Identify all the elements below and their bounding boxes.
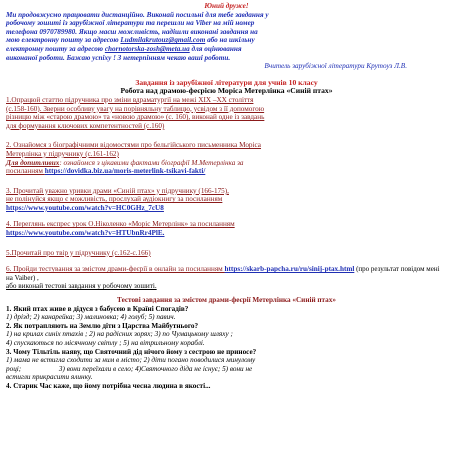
task-line-part: 6. Пройди тестування за змістом драми-феєрії в онлайн за посиланням xyxy=(6,265,225,274)
curious-text: : ознайомся з цікавими фактами біографії М.Метерлінка за xyxy=(59,158,244,167)
task-line: або виконай тестові завдання у робочому зошиті. xyxy=(6,282,157,291)
intro-line: Ми продовжуємо працювати дистанційно. Виконай посильні для тебе завдання у xyxy=(6,10,269,19)
task-line xyxy=(6,159,447,168)
task-line: 5.Прочитай про твір у підручнику (с.162-с.166) xyxy=(6,248,151,257)
signature: Вчитель зарубіжної літератури Крутоуз Л.В. xyxy=(264,62,407,71)
curious-label: Для допитливих xyxy=(6,158,60,167)
task-6 xyxy=(6,265,447,291)
audiobook-link[interactable]: https://www.youtube.com/watch?v=HC0GHz_7cU8 xyxy=(6,203,164,212)
task-line xyxy=(6,265,447,282)
answer-options: встигли прикрасити ялинку. xyxy=(6,373,93,382)
task-line: 4. Переглянь експрес урок О.Ніколенко «Моріс Метерлінк» за посиланням xyxy=(6,220,235,229)
task-4 xyxy=(6,220,447,237)
answer-options: 1) дрізд; 2) канарейка; 3) малиновка; 4) голуб; 5) павич. xyxy=(6,313,176,322)
intro-line xyxy=(6,45,447,54)
test-title: Тестові завдання за змістом драми-феєрії Метерлінка «Синій птах» xyxy=(117,296,336,305)
answer-options: році; 3) вони переїхали в село; 4)Святочного діда не існує; 5) вони не xyxy=(6,364,253,373)
task-2 xyxy=(6,141,447,175)
question: 1. Який птах живе в дідуся з бабусею в Країні Спогадів? xyxy=(6,304,189,313)
page-subtitle: Робота над драмою-феєрією Моріса Метерлінка «Синій птах» xyxy=(120,86,333,96)
task-1 xyxy=(6,96,447,130)
task-line: 1.Опрацюй статтю підручника про зміни вдраматургії на межі ХІХ –ХХ століття xyxy=(6,95,254,104)
email-link-school[interactable]: chornotorska-zosh@meta.ua xyxy=(104,44,190,53)
online-test-link[interactable]: https://skarb-papcha.ru/ru/sinij-ptax.html xyxy=(224,265,355,274)
test-questions xyxy=(6,305,447,391)
answer-options: 1) на крилах синіх птахів ; 2) на радісних зорях; 3) по Чумацькому шляху ; xyxy=(6,330,233,339)
task-line: Метерлінка у підручнику (с.161-162) xyxy=(6,149,119,158)
email-link-teacher[interactable]: Ludmilakrutouz@gmail.com xyxy=(120,36,206,45)
task-line: 2. Ознайомся з біографічними відомостями про бельгійського письменника Моріса xyxy=(6,141,261,150)
question: 4. Старик Час каже, що йому потрібна чесна людина в якості... xyxy=(6,381,211,390)
intro-line: виконаної роботи. Бажаю успіху ! З нетерпінням чекаю ваші роботи. xyxy=(6,53,231,62)
task-line: не полінуйся якщо є можливість, прослухай аудіокнигу за посиланням xyxy=(6,195,223,204)
answer-options: 4) спускаються по місячному світлу ; 5) на вітрильному кораблі. xyxy=(6,339,205,347)
task-5 xyxy=(6,249,447,258)
intro-line-part: електронну пошту за адресою xyxy=(6,44,105,53)
intro-line xyxy=(6,36,447,45)
express-lesson-link[interactable]: https://www.youtube.com/watch?v=HTUbnRr4PlE. xyxy=(6,229,165,238)
intro-line: телефона 0970789980. Якщо маєш можливість, надішли виконані завдання на xyxy=(6,27,258,36)
task-line: (с.158-160). Зверни особливу увагу на порівняльну таблицю, усвідом з її допомогою xyxy=(6,104,265,113)
answer-options: 1) мама не встигла сходити за ним в місто; 2) діти погано поводилися минулому xyxy=(6,356,256,365)
question: 3. Чому Тільтіль наяву, що Святочний дід нічого йому з сестрою не приносе? xyxy=(6,347,257,356)
task-line: різницю між «старою драмою» та «новою драмою» (с. 160), виконай одне із завдань xyxy=(6,113,265,122)
task-3 xyxy=(6,187,447,213)
question: 2. Як потрапляють на Землю діти з Царства Майбутнього? xyxy=(6,321,199,330)
intro-line-part: мою електронну пошту за адресою xyxy=(6,36,121,45)
biography-facts-link[interactable]: https://dovidka.biz.ua/moris-meterlink-tsikavi-fakti/ xyxy=(44,167,206,176)
page-title: Завдання із зарубіжної літератури для учнів 10 класу xyxy=(135,77,318,87)
task-line: для формування ключових компетентностей (с.160) xyxy=(6,121,165,130)
task-line xyxy=(6,167,447,176)
intro-line: робочому зошиті із зарубіжної літератури та перешли на Viber на мій номер xyxy=(6,19,255,28)
link-prefix: посиланням xyxy=(6,167,45,176)
greeting: Юний друже! xyxy=(204,2,249,10)
task-line-part: (про результат повідом мені на Vaiber) , xyxy=(6,265,440,282)
intro-line-part: або на шкільну xyxy=(205,36,255,45)
task-line: 3. Прочитай уважно уривки драми «Синій птах» у підручнику (166-175), xyxy=(6,186,229,195)
intro-paragraph xyxy=(6,11,447,63)
intro-line-part: для оцінювання xyxy=(189,44,242,53)
